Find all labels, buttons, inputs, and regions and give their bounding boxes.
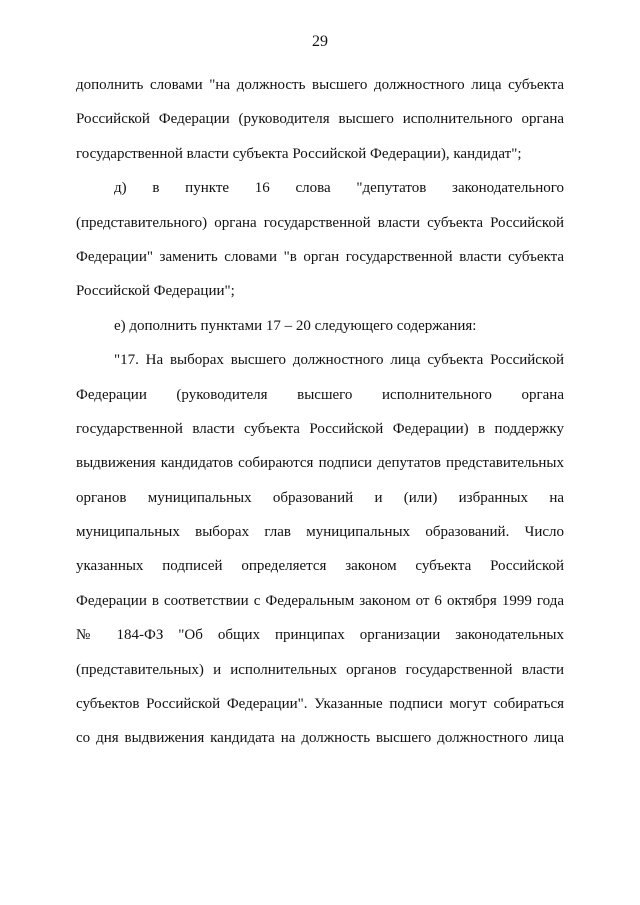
text-line: государственной власти субъекта Российской Федерации) в поддержку — [76, 420, 564, 437]
text-line: государственной власти субъекта Российской Федерации), кандидат"; — [76, 145, 522, 162]
text-line: № 184-ФЗ "Об общих принципах организации законодательных — [76, 627, 564, 644]
paragraph-first-line: д) в пункте 16 слова "депутатов законодательного — [114, 180, 564, 197]
text-line: Федерации (руководителя высшего исполнительного органа — [76, 386, 564, 403]
document-body — [76, 68, 564, 756]
text-line: со дня выдвижения кандидата на должность высшего должностного лица — [76, 730, 564, 747]
text-line: муниципальных выборах глав муниципальных образований. Число — [76, 524, 564, 541]
text-line: (представительного) органа государственной власти субъекта Российской — [76, 214, 564, 231]
text-line: выдвижения кандидатов собираются подписи депутатов представительных — [76, 455, 564, 472]
text-line: органов муниципальных образований и (или) избранных на — [76, 489, 564, 506]
text-line: субъектов Российской Федерации". Указанные подписи могут собираться — [76, 696, 564, 713]
text-line: указанных подписей определяется законом субъекта Российской — [76, 558, 564, 575]
paragraph-first-line: "17. На выборах высшего должностного лица субъекта Российской — [114, 352, 564, 369]
text-line: (представительных) и исполнительных органов государственной власти — [76, 661, 564, 678]
text-line: дополнить словами "на должность высшего должностного лица субъекта — [76, 77, 564, 93]
text-line: Федерации в соответствии с Федеральным законом от 6 октября 1999 года — [76, 592, 564, 609]
paragraph-first-line: е) дополнить пунктами 17 – 20 следующего содержания: — [114, 317, 477, 334]
text-line: Российской Федерации (руководителя высшего исполнительного органа — [76, 111, 564, 128]
text-line: Российской Федерации"; — [76, 283, 235, 300]
text-line: Федерации" заменить словами "в орган государственной власти субъекта — [76, 248, 564, 265]
page-number: 29 — [312, 33, 328, 50]
